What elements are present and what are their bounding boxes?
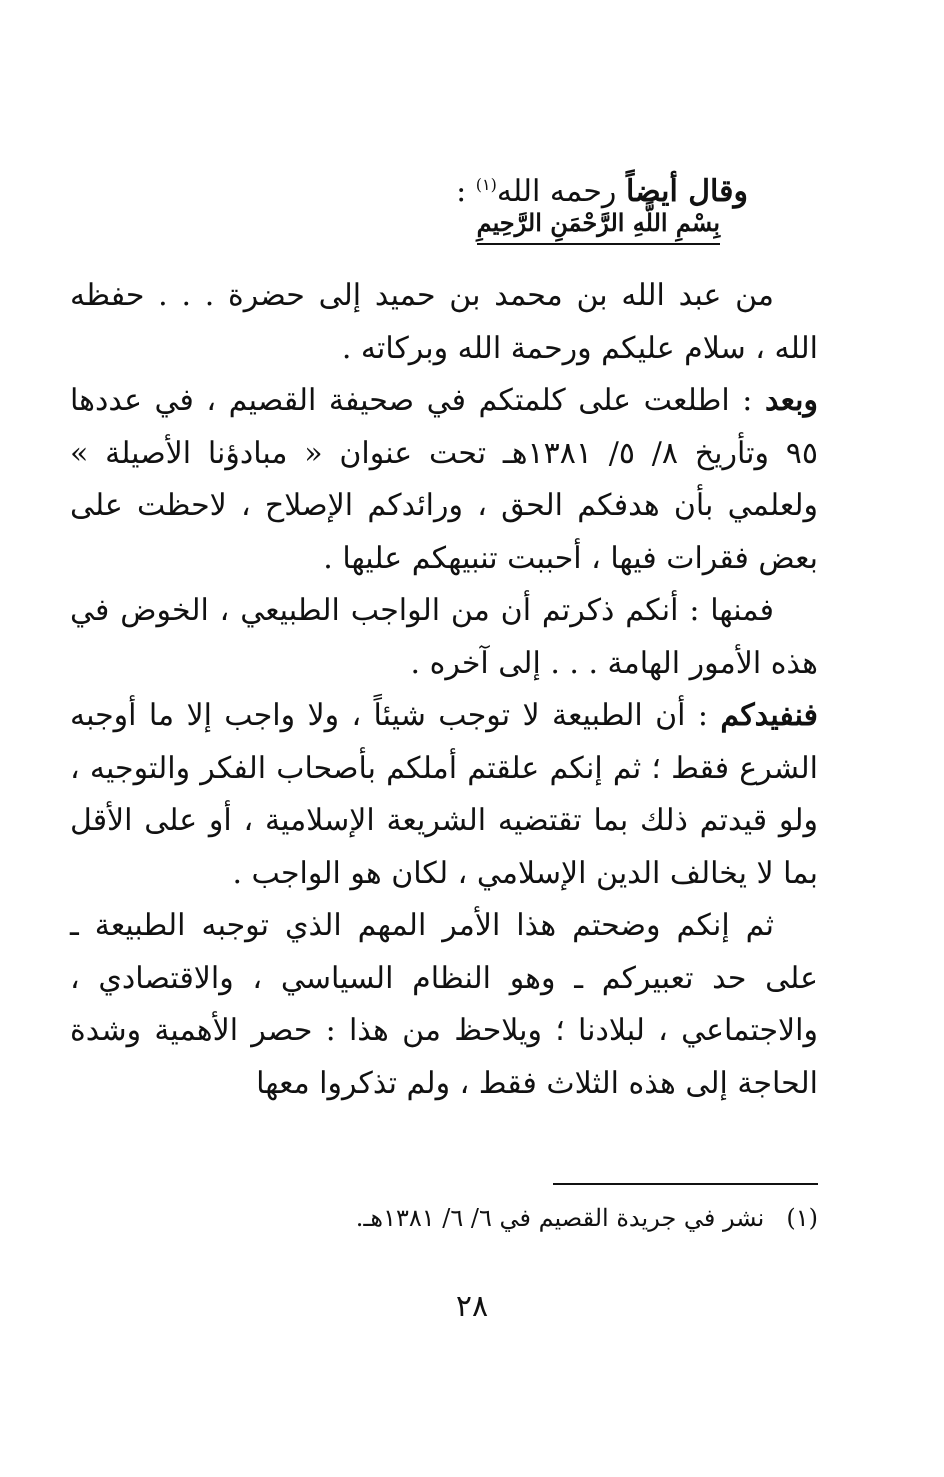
paragraph-lead: فنفيدكم	[720, 698, 818, 733]
paragraph-lead: وبعد	[764, 383, 818, 418]
footnote-number: (١)	[786, 1204, 818, 1232]
paragraph-4	[70, 690, 818, 900]
paragraph-1	[70, 270, 818, 375]
letter-body	[70, 270, 818, 1110]
heading-colon: :	[456, 174, 467, 209]
paragraph-3	[70, 585, 818, 690]
page-number: ٢٨	[455, 1289, 489, 1324]
basmala: بِسْمِ اللَّهِ الرَّحْمَنِ الرَّحِيمِ	[477, 205, 720, 245]
paragraph-text: فمنها : أنكم ذكرتم أن من الواجب الطبيعي ، الخوض في هذه الأمور الهامة . . . إلى آخره .	[70, 593, 818, 681]
footnote-divider	[553, 1183, 818, 1185]
footnote-reference[interactable]: (١)	[475, 175, 497, 194]
paragraph-text: من عبد الله بن محمد بن حميد إلى حضرة . . . حفظه الله ، سلام عليكم ورحمة الله وبركاته .	[70, 278, 818, 366]
footnote-text: نشر في جريدة القصيم في ٦/ ٦/ ١٣٨١هـ.	[355, 1204, 765, 1232]
paragraph-text: ثم إنكم وضحتم هذا الأمر المهم الذي توجبه الطبيعة ـ على حد تعبيركم ـ وهو النظام السياسي ، والاقتصادي ، والاجتماعي ، لبلادنا ؛ ويلاحظ من هذا : حصر الأهمية وشدة الحاجة إلى هذه الثلاث فقط ، ولم تذكروا معها	[70, 908, 819, 1101]
paragraph-5	[70, 900, 818, 1110]
paragraph-2	[70, 375, 818, 585]
heading-lead: وقال أيضاً	[625, 174, 748, 209]
paragraph-text: : اطلعت على كلمتكم في صحيفة القصيم ، في عددها ٩٥ وتأريخ ٨/ ٥/ ١٣٨١هـ تحت عنوان « مبادؤنا الأصيلة » ولعلمي بأن هدفكم الحق ، ورائدكم الإصلاح ، لاحظت على بعض فقرات فيها ، أحببت تنبيهكم عليها .	[70, 383, 818, 576]
footnote	[356, 1198, 818, 1238]
heading-rest: رحمه الله	[496, 174, 617, 209]
paragraph-text: : أن الطبيعة لا توجب شيئاً ، ولا واجب إلا ما أوجبه الشرع فقط ؛ ثم إنكم علقتم أملكم بأصحاب الفكر والتوجيه ، ولو قيدتم ذلك بما تقتضيه الشريعة الإسلامية ، أو على الأقل بما لا يخالف الدين الإسلامي ، لكان هو الواجب .	[70, 698, 818, 891]
